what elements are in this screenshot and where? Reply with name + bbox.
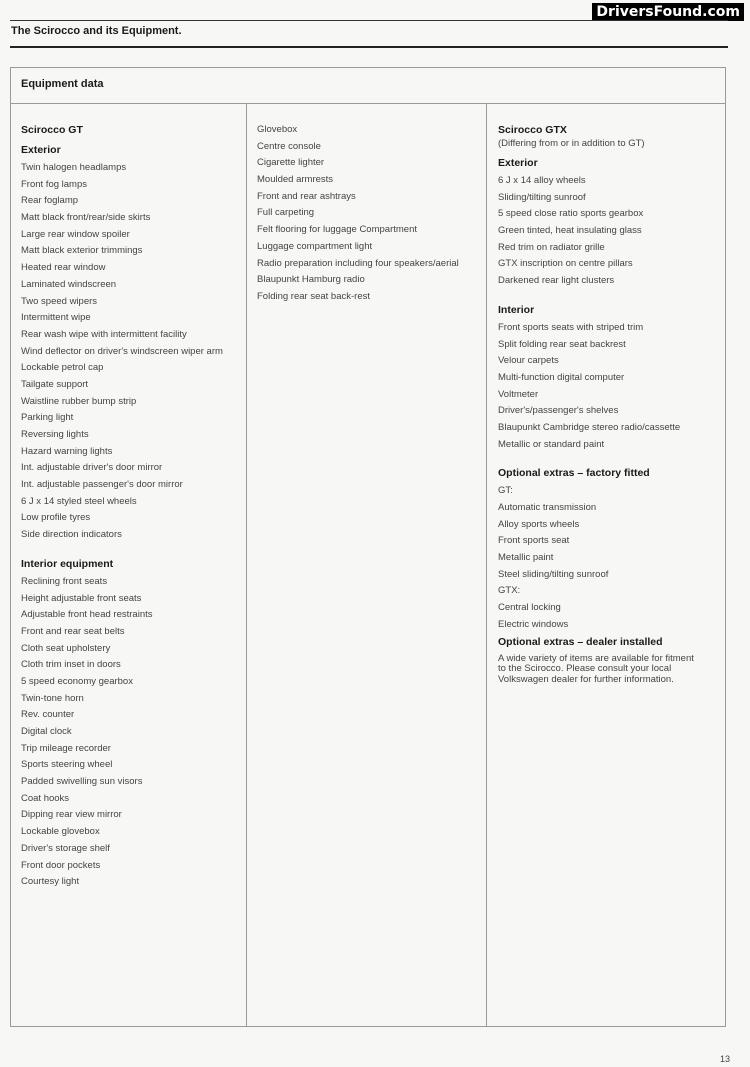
gt-options-label: GT: — [498, 485, 513, 497]
list-item: Radio preparation including four speakers/aerial — [257, 257, 459, 269]
page-number: 13 — [719, 1054, 730, 1064]
list-item: Adjustable front head restraints — [21, 609, 153, 621]
panel-title: Equipment data — [11, 68, 725, 104]
interior-list-continued — [257, 124, 486, 302]
list-item: Front sports seats with striped trim — [498, 321, 644, 333]
gtx-interior-list — [498, 322, 725, 450]
list-item: Alloy sports wheels — [498, 518, 580, 530]
list-item: Green tinted, heat insulating glass — [498, 225, 642, 237]
list-item: Cloth seat upholstery — [21, 642, 111, 654]
panel-columns — [11, 104, 725, 1026]
list-item: Wind deflector on driver's windscreen wiper arm — [21, 345, 223, 357]
list-item: Rear wash wipe with intermittent facility — [21, 328, 187, 340]
section-heading-gtx-exterior: Exterior — [498, 157, 538, 169]
list-item: Tailgate support — [21, 378, 89, 390]
list-item: Red trim on radiator grille — [498, 241, 605, 253]
list-item: 5 speed close ratio sports gearbox — [498, 208, 644, 220]
list-item: 6 J x 14 alloy wheels — [498, 175, 586, 186]
header-rule-bottom — [10, 46, 728, 48]
watermark-logo: DriversFound.com — [592, 3, 744, 21]
list-item: Central locking — [498, 602, 561, 614]
list-item: Front door pockets — [21, 859, 101, 871]
list-item: Low profile tyres — [21, 512, 91, 524]
section-heading-exterior: Exterior — [21, 144, 61, 156]
list-item: Parking light — [21, 412, 74, 424]
list-item: Glovebox — [257, 124, 298, 135]
list-item: Front sports seat — [498, 535, 570, 547]
list-item: Steel sliding/tilting sunroof — [498, 568, 609, 580]
list-item: GTX inscription on centre pillars — [498, 258, 633, 270]
column-gt — [11, 104, 247, 1026]
list-item: Velour carpets — [498, 355, 559, 367]
list-item: Blaupunkt Hamburg radio — [257, 274, 365, 286]
list-item: Padded swivelling sun visors — [21, 776, 143, 788]
list-item: Cloth trim inset in doors — [21, 659, 121, 671]
section-heading-factory-extras: Optional extras – factory fitted — [498, 467, 650, 480]
list-item: Lockable glovebox — [21, 826, 100, 838]
list-item: Hazard warning lights — [21, 445, 113, 457]
list-item: Voltmeter — [498, 388, 539, 400]
list-item: Matt black exterior trimmings — [21, 245, 143, 257]
list-item: Digital clock — [21, 726, 72, 737]
list-item: Int. adjustable passenger's door mirror — [21, 479, 183, 491]
page-title: The Scirocco and its Equipment. — [11, 25, 182, 37]
spacer — [498, 292, 725, 304]
gtx-exterior-list — [498, 175, 725, 286]
list-item: Luggage compartment light — [257, 240, 373, 252]
list-item: Electric windows — [498, 618, 569, 630]
header-rule-top — [10, 20, 728, 21]
column-gt-continued — [247, 104, 487, 1026]
list-item: Cigarette lighter — [257, 157, 325, 169]
list-item: Front fog lamps — [21, 178, 87, 190]
model-heading-gt: Scirocco GT — [21, 124, 83, 136]
model-note: (Differing from or in addition to GT) — [498, 138, 645, 149]
list-item: Rev. counter — [21, 709, 75, 721]
list-item: Two speed wipers — [21, 295, 98, 307]
list-item: Heated rear window — [21, 262, 106, 274]
list-item: Folding rear seat back-rest — [257, 290, 370, 302]
section-heading-dealer-extras: Optional extras – dealer installed — [498, 635, 663, 648]
list-item: 5 speed economy gearbox — [21, 675, 133, 687]
list-item: Coat hooks — [21, 792, 70, 804]
list-item: Side direction indicators — [21, 529, 122, 541]
list-item: Automatic transmission — [498, 502, 597, 513]
list-item: Metallic or standard paint — [498, 438, 605, 450]
list-item: Reversing lights — [21, 429, 89, 440]
list-item: Sliding/tilting sunroof — [498, 191, 586, 203]
column-gtx — [487, 104, 725, 1026]
list-item: Reclining front seats — [21, 575, 108, 587]
list-item: Int. adjustable driver's door mirror — [21, 462, 163, 474]
spacer — [498, 455, 725, 467]
list-item: Dipping rear view mirror — [21, 809, 122, 821]
list-item: Driver's storage shelf — [21, 842, 110, 854]
list-item: Intermittent wipe — [21, 312, 91, 324]
section-heading-gtx-interior: Interior — [498, 303, 535, 316]
list-item: Multi-function digital computer — [498, 371, 625, 383]
list-item: Sports steering wheel — [21, 759, 113, 771]
list-item: Front and rear seat belts — [21, 625, 125, 637]
list-item: Twin halogen headlamps — [21, 162, 127, 173]
list-item: Metallic paint — [498, 552, 554, 564]
list-item: Front and rear ashtrays — [257, 190, 356, 202]
equipment-panel — [10, 67, 726, 1027]
list-item: Matt black front/rear/side skirts — [21, 212, 151, 224]
list-item: Twin-tone horn — [21, 692, 84, 704]
list-item: Trip mileage recorder — [21, 742, 111, 754]
gtx-options-list — [498, 602, 725, 630]
list-item: Split folding rear seat backrest — [498, 338, 626, 350]
list-item: Rear foglamp — [21, 195, 79, 207]
list-item: Large rear window spoiler — [21, 228, 130, 240]
list-item: Blaupunkt Cambridge stereo radio/cassette — [498, 421, 681, 433]
list-item: Waistline rubber bump strip — [21, 395, 137, 407]
section-heading-interior: Interior equipment — [21, 557, 114, 570]
list-item: Lockable petrol cap — [21, 362, 104, 374]
list-item: Centre console — [257, 140, 321, 152]
list-item: Height adjustable front seats — [21, 592, 142, 604]
spacer — [21, 546, 246, 558]
list-item: Moulded armrests — [257, 174, 334, 186]
gt-options-list — [498, 502, 725, 580]
dealer-extras-text: A wide variety of items are available for fitment to the Scirocco. Please consult your local Volkswagen dealer for further information. — [498, 652, 694, 685]
interior-list — [21, 576, 246, 887]
model-heading-gtx: Scirocco GTX — [498, 124, 567, 136]
list-item: Driver's/passenger's shelves — [498, 405, 619, 417]
list-item: Courtesy light — [21, 876, 80, 888]
list-item: Darkened rear light clusters — [498, 275, 615, 287]
exterior-list — [21, 162, 246, 540]
list-item: Felt flooring for luggage Compartment — [257, 224, 417, 236]
list-item: Full carpeting — [257, 207, 315, 219]
gtx-options-label: GTX: — [498, 585, 521, 597]
list-item: 6 J x 14 styled steel wheels — [21, 495, 137, 507]
list-item: Laminated windscreen — [21, 278, 117, 290]
